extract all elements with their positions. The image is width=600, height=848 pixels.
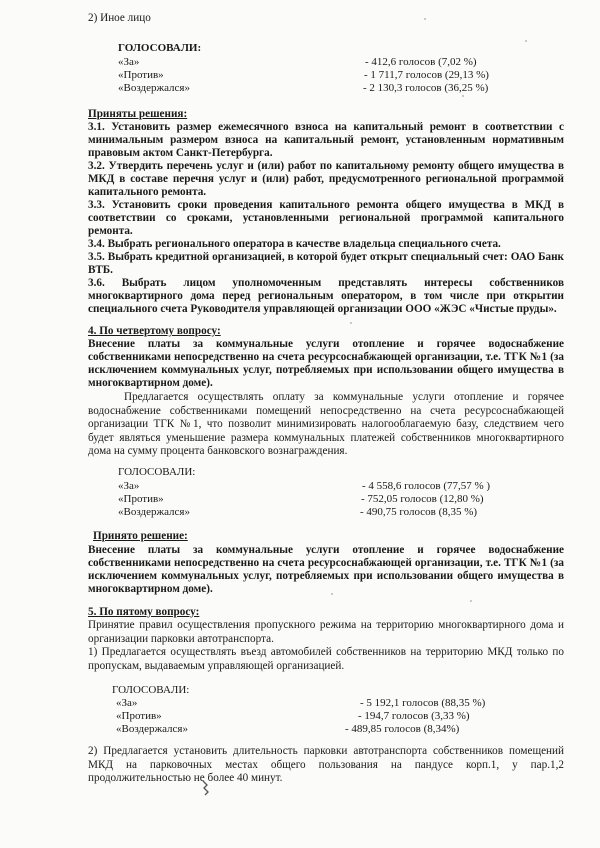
scan-speck xyxy=(462,95,464,97)
vote2-value-abstain: - 490,75 голосов (8,35 %) xyxy=(360,506,478,518)
decision2-line: исключением коммунальных услуг, потребляемых при использовании общего имущества в xyxy=(88,570,564,582)
scan-speck xyxy=(470,600,472,602)
decision2-line: собственниками непосредственно на счета ресурсоснабжающей организации, т.е. ТГК №1 (за xyxy=(88,557,564,569)
decision-line: 3.3. Установить сроки проведения капитального ремонта общего имущества в МКД в xyxy=(88,199,564,211)
vote1-value-abstain: - 2 130,3 голосов (36,25 %) xyxy=(363,82,489,94)
vote3-label-for: «За» xyxy=(116,697,138,709)
vote1-label-for: «За» xyxy=(118,56,140,68)
vote1-value-against: - 1 711,7 голосов (29,13 %) xyxy=(364,69,489,81)
vote2-value-against: - 752,05 голосов (12,80 %) xyxy=(361,493,484,505)
vote1-label-against: «Против» xyxy=(118,69,164,81)
vote1-heading: ГОЛОСОВАЛИ: xyxy=(118,42,202,54)
pen-scribble-mark xyxy=(200,780,210,796)
decision-line: специального счета Руководителя управляющей организации ООО «ЖЭС «Чистые пруды». xyxy=(88,303,557,315)
decision-line: капитального ремонта. xyxy=(88,186,207,198)
decision-line: 3.5. Выбрать кредитной организацией, в которой будет открыт специальный счет: ОАО Банк xyxy=(88,251,564,263)
q4-paragraph: Предлагается осуществлять оплату за коммунальные услуги отопление и горячее водоснабжение собственниками помещений непосредственно на счета ресурсоснабжающей организации ТГК №1, что позволит минимизировать налогооблагаемую базу, следствием чего будет являться уменьшение размера коммунальных платежей собственников многоквартирного дома на сумму процента банковского вознаграждения. xyxy=(88,391,564,457)
vote2-label-for: «За» xyxy=(118,480,140,492)
decisions-heading: Приняты решения: xyxy=(88,108,188,120)
vote3-heading: ГОЛОСОВАЛИ: xyxy=(112,684,190,696)
vote1-label-abstain: «Воздержался» xyxy=(118,82,190,94)
vote3-value-for: - 5 192,1 голосов (88,35 %) xyxy=(360,697,486,709)
decision-line: ВТБ. xyxy=(88,264,113,276)
decision-line: 3.2. Утвердить перечень услуг и (или) работ по капитальному ремонту общего имущества в xyxy=(88,160,564,172)
decision2-line: многоквартирном доме). xyxy=(88,583,213,595)
q4-bold-line: исключением коммунальных услуг, потребляемых при использовании общего имущества в xyxy=(88,364,564,376)
vote3-label-against: «Против» xyxy=(116,710,162,722)
vote2-value-for: - 4 558,6 голосов (77,57 % ) xyxy=(362,480,491,492)
decision-line: правовым актом Санкт-Петербурга. xyxy=(88,147,273,159)
q5-text: Принятие правил осуществления пропускного режима на территорию многоквартирного дома и организации парковки автотранспорта. xyxy=(88,619,564,645)
top-line: 2) Иное лицо xyxy=(88,12,151,24)
q4-bold-line: Внесение платы за коммунальные услуги отопление и горячее водоснабжение xyxy=(88,338,564,350)
q4-bold-line: многоквартирном доме). xyxy=(88,377,213,389)
decision-line: ремонта. xyxy=(88,225,133,237)
decision2-heading: Принято решение: xyxy=(93,530,188,542)
decision-line: соответствии со сроками, установленными региональной программой капитального xyxy=(88,212,564,224)
scan-speck xyxy=(350,322,352,324)
vote2-label-against: «Против» xyxy=(118,493,164,505)
decision-line: 3.4. Выбрать регионального оператора в качестве владельца специального счета. xyxy=(88,238,501,250)
decision-line: 3.6. Выбрать лицом уполномоченным представлять интересы собственников xyxy=(88,277,564,289)
scan-speck xyxy=(424,18,426,20)
q5-heading: 5. По пятому вопросу: xyxy=(88,606,200,618)
decision2-line: Внесение платы за коммунальные услуги отопление и горячее водоснабжение xyxy=(88,544,564,556)
scan-speck xyxy=(331,593,333,595)
vote2-heading: ГОЛОСОВАЛИ: xyxy=(118,466,196,478)
vote3-value-abstain: - 489,85 голосов (8,34%) xyxy=(345,723,460,735)
q4-heading: 4. По четвертому вопросу: xyxy=(88,325,221,337)
q4-bold-line: собственниками непосредственно на счета ресурсоснабжающей организации, т.е. ТГК №1 (за xyxy=(88,351,564,363)
vote3-label-abstain: «Воздержался» xyxy=(116,723,188,735)
q5-item1: 1) Предлагается осуществлять въезд автомобилей собственников на территорию МКД только по пропускам, выдаваемым управляющей организацией. xyxy=(88,646,564,672)
decision-line: минимальным размером взноса на капитальный ремонт, установленным нормативным xyxy=(88,134,564,146)
vote3-value-against: - 194,7 голосов (3,33 %) xyxy=(358,710,470,722)
decision-line: многоквартирного дома перед региональным оператором, в том числе при открытии xyxy=(88,290,564,302)
scan-speck xyxy=(525,40,527,42)
vote2-label-abstain: «Воздержался» xyxy=(118,506,190,518)
q5-item2: 2) Предлагается установить длительность парковки автотранспорта собственников помещений МКД на парковочных местах общего пользования на пандусе корп.1, у пар.1,2 продолжительностью не более 40 минут. xyxy=(88,745,564,784)
decision-line: 3.1. Установить размер ежемесячного взноса на капитальный ремонт в соответствии с xyxy=(88,121,564,133)
decision-line: МКД в составе перечня услуг и (или) работ, предусмотренного региональной программой xyxy=(88,173,564,185)
vote1-value-for: - 412,6 голосов (7,02 %) xyxy=(365,56,477,68)
